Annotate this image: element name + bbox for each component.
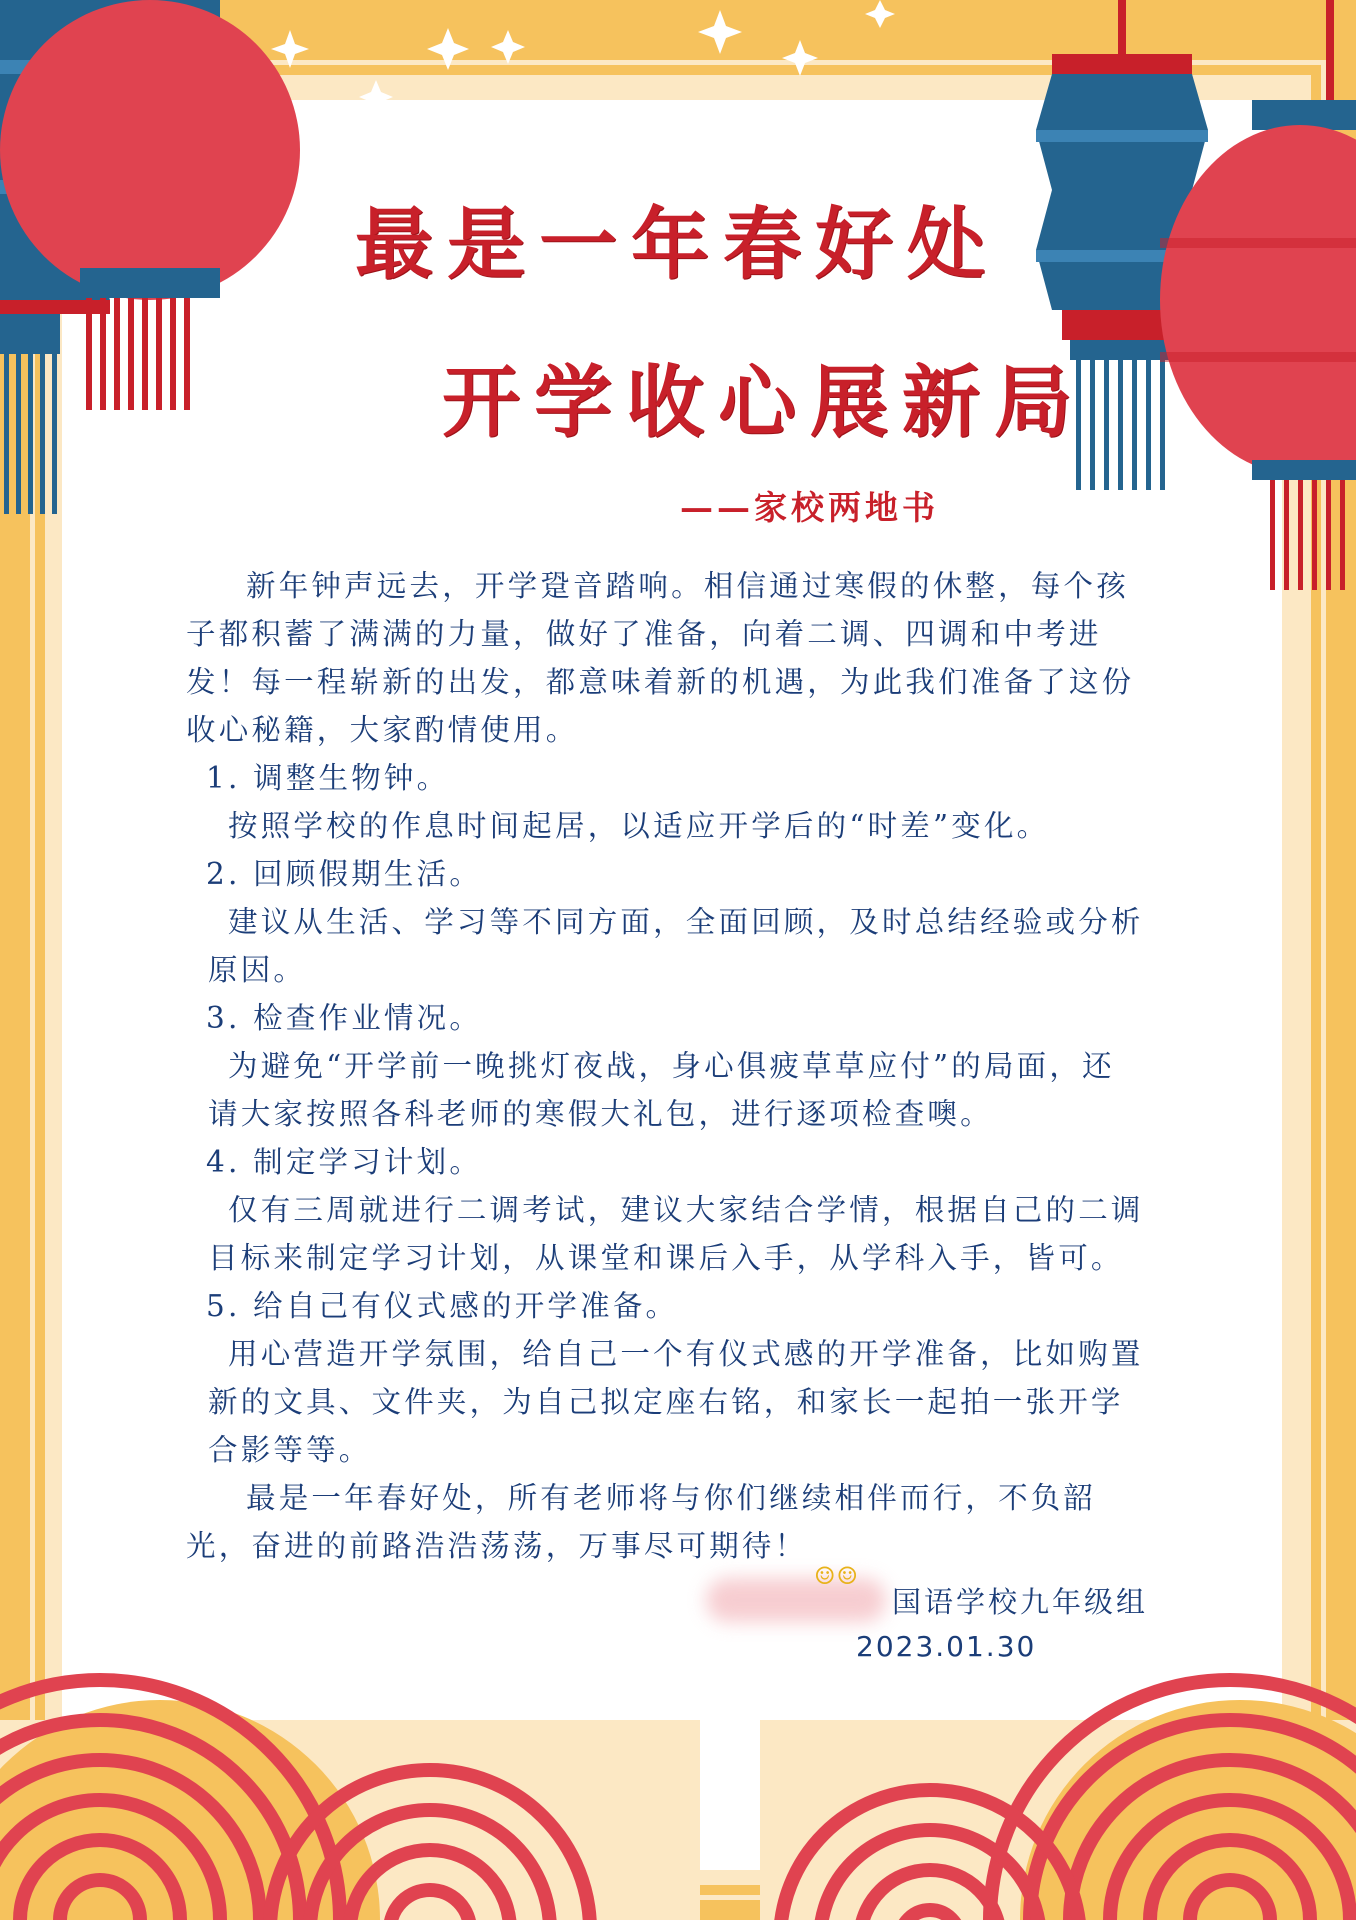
intro-paragraph: 新年钟声远去，开学跫音踏响。相信通过寒假的休整，每个孩子都积蓄了满满的力量，做好了准备，向着二调、四调和中考进发！每一程崭新的出发，都意味着新的机遇，为此我们准备了这份收心秘籍，大家酌情使用。 <box>186 569 1135 747</box>
item-heading-3: 3. 检查作业情况。 <box>206 1001 483 1035</box>
seal-mark: ☺☺ <box>814 1562 860 1590</box>
signature: 国语学校九年级组 <box>892 1585 1149 1619</box>
item-heading-4: 4. 制定学习计划。 <box>206 1145 483 1179</box>
item-content-2: 建议从生活、学习等不同方面，全面回顾，及时总结经验或分析原因。 <box>208 905 1144 987</box>
item-content-5: 用心营造开学氛围，给自己一个有仪式感的开学准备，比如购置新的文具、文件夹，为自己拟定座右铭，和家长一起拍一张开学合影等等。 <box>208 1337 1144 1467</box>
title-line-2: 开学收心展新局 <box>442 357 1087 448</box>
subtitle: ——家校两地书 <box>680 488 939 527</box>
item-content-4: 仅有三周就进行二调考试，建议大家结合学情，根据自己的二调目标来制定学习计划，从课堂和课后入手，从学科入手，皆可。 <box>208 1193 1144 1275</box>
item-content-1: 按照学校的作息时间起居，以适应开学后的“时差”变化。 <box>228 809 1050 843</box>
closing-paragraph: 最是一年春好处，所有老师将与你们继续相伴而行，不负韶光，奋进的前路浩浩荡荡，万事尽可期待！ <box>186 1481 1097 1563</box>
item-heading-1: 1. 调整生物钟。 <box>206 761 450 795</box>
letter-body <box>186 562 1146 1570</box>
title-line-1: 最是一年春好处 <box>355 199 1000 290</box>
date: 2023.01.30 <box>856 1630 1037 1663</box>
item-heading-5: 5. 给自己有仪式感的开学准备。 <box>206 1289 679 1323</box>
item-heading-2: 2. 回顾假期生活。 <box>206 857 483 891</box>
item-content-3: 为避免“开学前一晚挑灯夜战，身心俱疲草草应付”的局面，还请大家按照各科老师的寒假大礼包，进行逐项检查噢。 <box>208 1049 1115 1131</box>
